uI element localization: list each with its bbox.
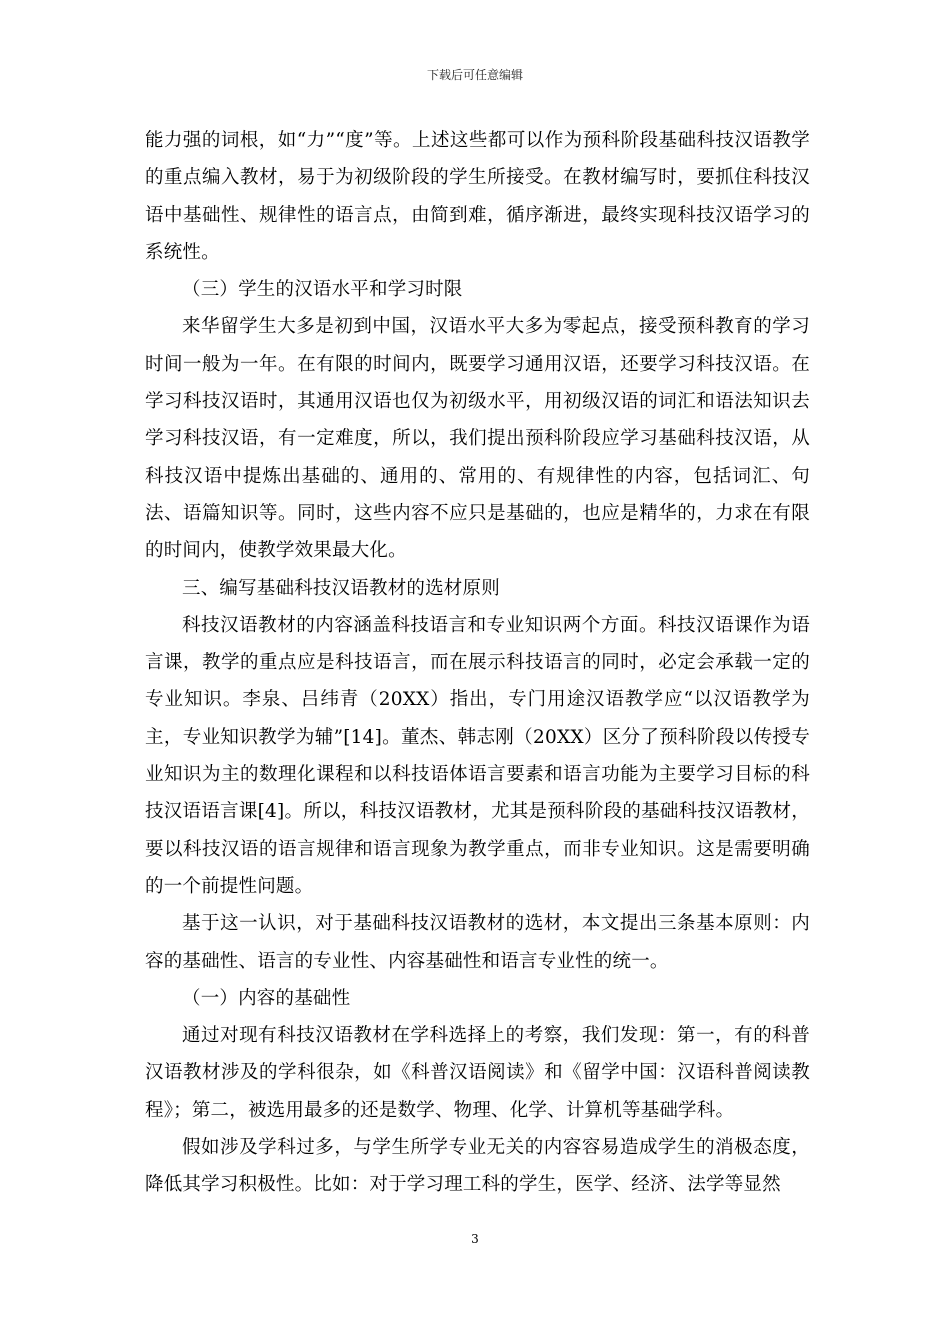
paragraph: 来华留学生大多是初到中国，汉语水平大多为零起点，接受预科教育的学习时间一般为一年。在有限的时间内，既要学习通用汉语，还要学习科技汉语。在学习科技汉语时，其通用汉语也仅为初级水平，用初级汉语的词汇和语法知识去学习科技汉语，有一定难度，所以，我们提出预科阶段应学习基础科技汉语，从科技汉语中提炼出基础的、通用的、常用的、有规律性的内容，包括词汇、句法、语篇知识等。同时，这些内容不应只是基础的，也应是精华的，力求在有限的时间内，使教学效果最大化。 (145, 316, 810, 562)
section-heading: （三）学生的汉语水平和学习时限 (182, 279, 463, 301)
page-header: 下载后可任意编辑 (426, 68, 523, 82)
paragraph-continuation: 能力强的词根，如“力”“度”等。上述这些都可以作为预科阶段基础科技汉语教学的重点编入教材，易于为初级阶段的学生所接受。在教材编写时，要抓住科技汉语中基础性、规律性的语言点，由简到难，循序渐进，最终实现科技汉语学习的系统性。 (145, 130, 810, 263)
paragraph: 假如涉及学科过多，与学生所学专业无关的内容容易造成学生的消极态度，降低其学习积极性。比如：对于学习理工科的学生，医学、经济、法学等显然 (145, 1137, 810, 1196)
section-heading: 三、编写基础科技汉语教材的选材原则 (182, 577, 500, 599)
document-body (145, 122, 810, 1204)
page-number: 3 (471, 1232, 479, 1246)
section-heading: （一）内容的基础性 (182, 987, 351, 1009)
paragraph: 科技汉语教材的内容涵盖科技语言和专业知识两个方面。科技汉语课作为语言课，教学的重点应是科技语言，而在展示科技语言的同时，必定会承载一定的专业知识。李泉、吕纬青（20XX）指出，专门用途汉语教学应“以汉语教学为主，专业知识教学为辅”[14]。董杰、韩志刚（20XX）区分了预科阶段以传授专业知识为主的数理化课程和以科技语体语言要素和语言功能为主要学习目标的科技汉语语言课[4]。所以，科技汉语教材，尤其是预科阶段的基础科技汉语教材，要以科技汉语的语言规律和语言现象为教学重点，而非专业知识。这是需要明确的一个前提性问题。 (145, 614, 810, 897)
paragraph: 通过对现有科技汉语教材在学科选择上的考察，我们发现：第一，有的科普汉语教材涉及的学科很杂，如《科普汉语阅读》和《留学中国：汉语科普阅读教程》；第二，被选用最多的还是数学、物理、化学、计算机等基础学科。 (145, 1025, 810, 1121)
paragraph: 基于这一认识，对于基础科技汉语教材的选材，本文提出三条基本原则：内容的基础性、语言的专业性、内容基础性和语言专业性的统一。 (145, 913, 810, 972)
